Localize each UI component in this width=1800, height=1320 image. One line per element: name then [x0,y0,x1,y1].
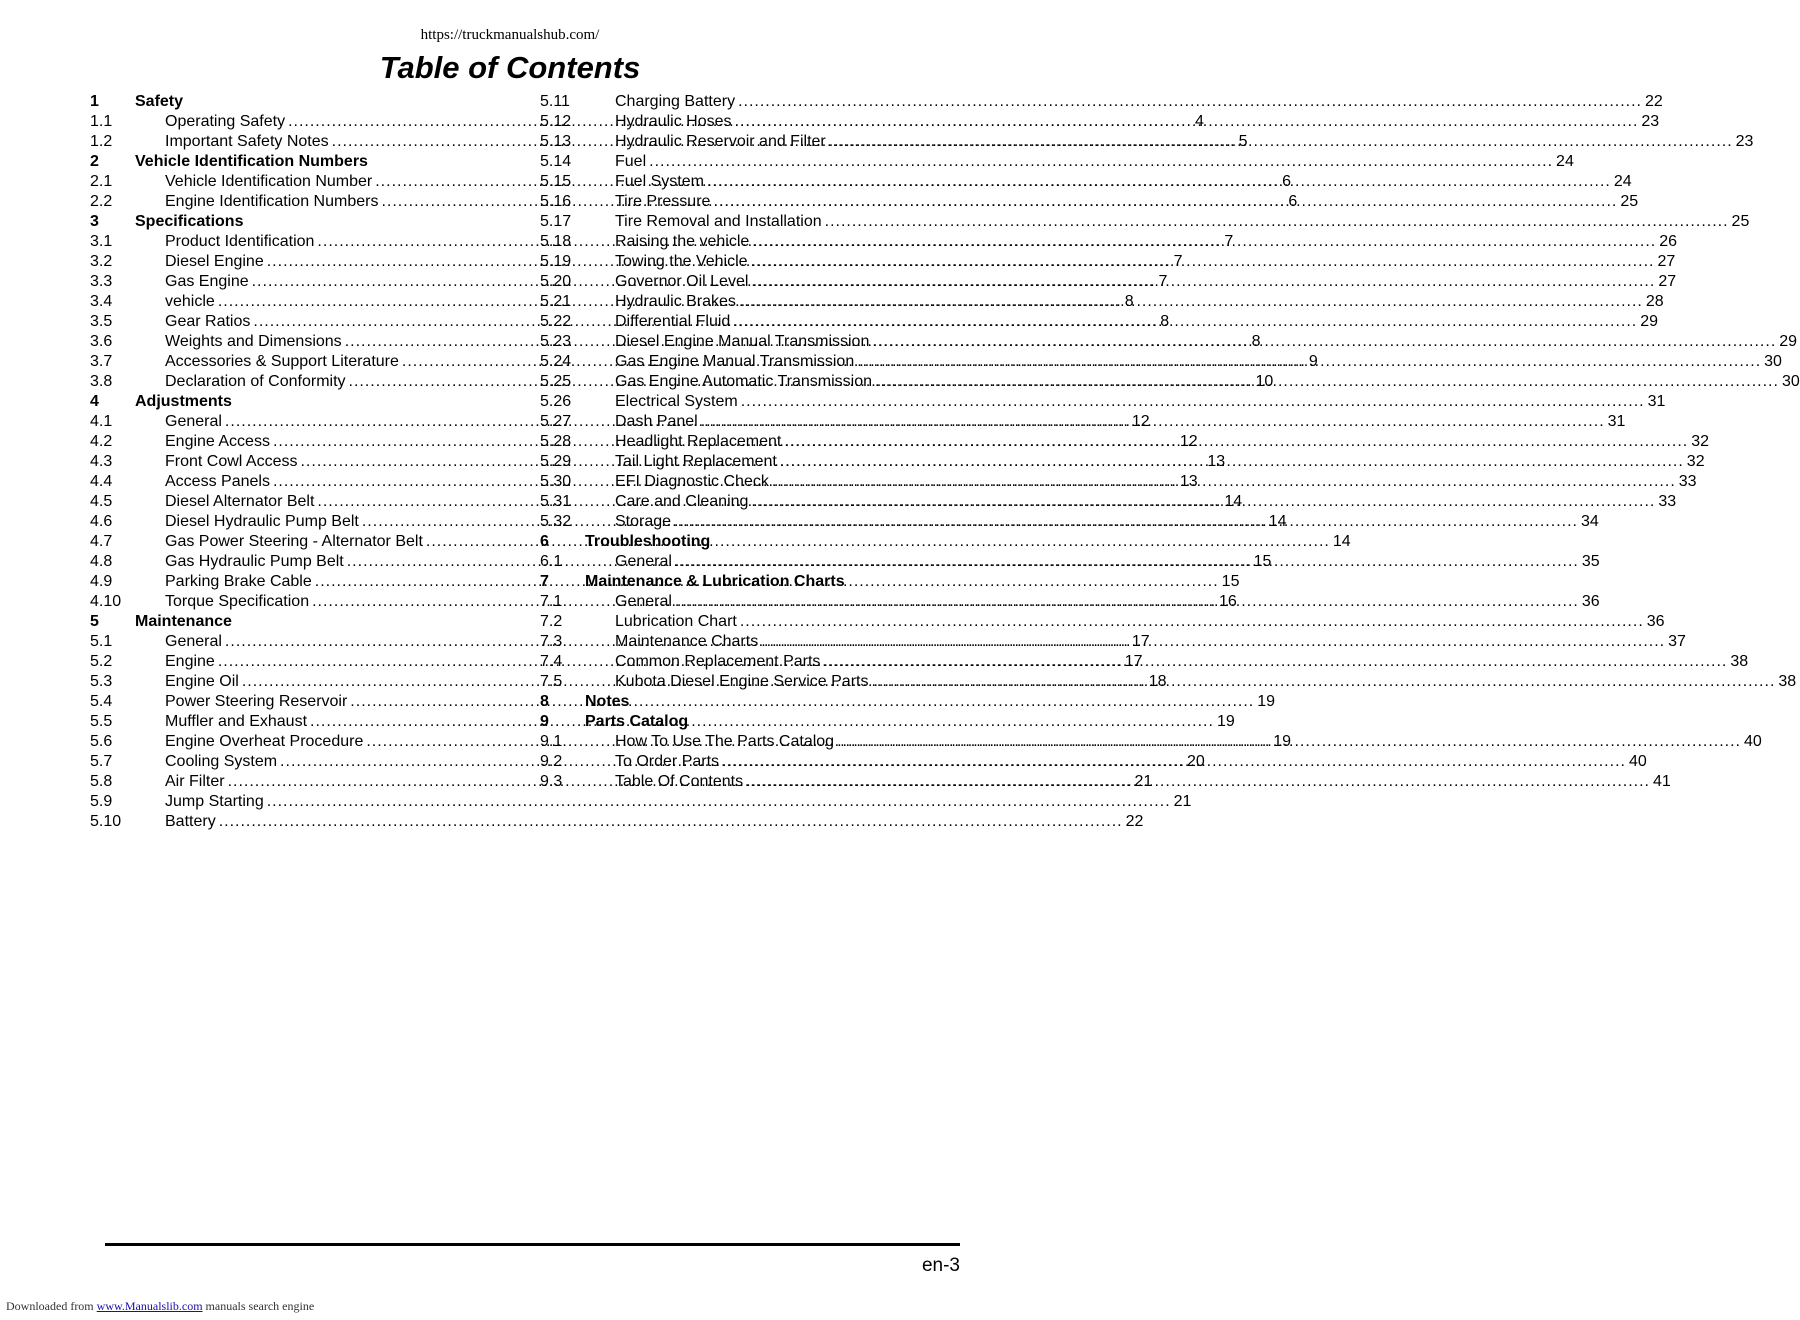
toc-entry-number: 4.4 [90,473,113,490]
toc-entry-number: 5.15 [540,173,572,190]
toc-entry-page: 28 [1645,293,1664,310]
toc-entry-page: 29 [1779,333,1798,350]
toc-dot-leader [823,652,1727,672]
toc-entry-title: Governor Oil Level [615,273,749,290]
toc-entry-title: Tail Light Replacement [615,453,777,470]
toc-entry-page: 14 [1224,493,1243,510]
toc-entry-number: 5 [90,613,99,630]
toc-entry-title: Diesel Engine [165,253,264,270]
toc-entry-number: 7.3 [540,633,563,650]
toc-entry-number: 5.14 [540,153,572,170]
toc-entry-number: 3.3 [90,273,113,290]
toc-entry-number: 6 [540,533,549,550]
toc-entry-number: 9.2 [540,753,563,770]
toc-entry-page: 41 [1653,773,1671,790]
toc-entry[interactable] [540,312,1659,332]
toc-entry-title: Gas Hydraulic Pump Belt [165,553,344,570]
toc-entry-title: Parking Brake Cable [165,573,312,590]
toc-entry-title: To Order Parts [615,753,720,770]
toc-section-heading[interactable] [540,692,945,712]
toc-dot-leader [701,412,1605,432]
toc-entry-title: Torque Specification [165,593,310,610]
toc-entry-page: 21 [1134,773,1153,790]
toc-dot-leader [675,552,1579,572]
toc-entry-title: Gear Ratios [165,313,251,330]
toc-entry-page: 19 [1273,733,1292,750]
toc-entry-number: 5.13 [540,133,572,150]
toc-dot-leader [733,312,1637,332]
toc-entry-title: Gas Engine Automatic Transmission [615,373,873,390]
toc-dot-leader [741,392,1645,412]
toc-entry[interactable] [540,392,1666,412]
toc-entry-page: 33 [1658,493,1677,510]
toc-entry-number: 4.8 [90,553,113,570]
toc-entry-title: Access Panels [165,473,270,490]
toc-entry-number: 5.12 [540,113,572,130]
toc-section-heading[interactable] [90,152,495,172]
toc-entry-page: 4 [1195,113,1204,130]
toc-entry-page: 25 [1731,213,1750,230]
toc-dot-leader [872,332,1776,352]
toc-entry-page: 34 [1580,513,1599,530]
toc-entry-page: 8 [1124,293,1134,310]
toc-entry-page: 8 [1160,313,1170,330]
toc-dot-leader [752,232,1656,252]
toc-entry-number: 4.1 [90,413,113,430]
toc-entry-page: 27 [1658,273,1677,290]
toc-entry[interactable] [540,252,1676,272]
toc-entry-page: 40 [1628,753,1647,770]
toc-entry-number: 7 [540,573,549,590]
toc-entry-number: 5.9 [90,793,113,810]
toc-entry-page: 24 [1556,153,1574,170]
toc-entry-title: General [615,593,672,610]
toc-entry-title: Differential Fluid [615,313,731,330]
toc-entry-page: 10 [1255,373,1274,390]
manualslib-link[interactable]: www.Manualslib.com [96,1299,203,1313]
toc-entry-title: Engine Overheat Procedure [165,733,364,750]
toc-entry-number: 5.10 [90,813,122,830]
toc-entry-number: 5.8 [90,773,113,790]
toc-entry[interactable] [540,152,1574,172]
toc-entry-page: 23 [1735,133,1754,150]
toc-entry[interactable] [540,612,1665,632]
toc-entry-page: 20 [1186,753,1205,770]
toc-entry-title: Engine [165,653,215,670]
toc-entry-number: 5.7 [90,753,113,770]
toc-section-heading[interactable] [90,612,495,632]
toc-entry-page: 21 [1173,793,1192,810]
toc-entry-page: 7 [1158,273,1168,290]
toc-entry-page: 35 [1581,553,1600,570]
toc-entry-page: 36 [1581,593,1600,610]
toc-entry-title: Vehicle Identification Numbers [135,153,368,170]
toc-entry-title: Hydraulic Hoses [615,113,732,130]
toc-entry-title: Towing the Vehicle [615,253,748,270]
toc-dot-leader [738,92,1642,112]
toc-entry-number: 5.20 [540,273,572,290]
toc-entry-title: Jump Starting [165,793,264,810]
toc-entry-page: 38 [1730,653,1749,670]
toc-entry-page: 6 [1282,173,1292,190]
toc-dot-leader [675,592,1579,612]
toc-entry-title: Common Replacement Parts [615,653,821,670]
toc-entry-title: Troubleshooting [585,533,711,550]
toc-entry-page: 30 [1764,353,1782,370]
toc-entry-number: 1 [90,93,99,110]
toc-entry-page: 17 [1131,633,1150,650]
toc-entry-number: 4.9 [90,573,113,590]
toc-entry-title: Dash Panel [615,413,698,430]
toc-entry-title: Hydraulic Brakes [615,293,736,310]
toc-entry-page: 22 [1644,93,1663,110]
toc-entry-page: 37 [1668,633,1686,650]
toc-section-heading[interactable] [540,572,945,592]
toc-entry-title: Engine Oil [165,673,239,690]
toc-entry-title: Table Of Contents [615,773,744,790]
toc-entry-number: 4.3 [90,453,113,470]
toc-entry[interactable] [540,132,1754,152]
toc-dot-leader [829,132,1733,152]
toc-entry-title: Storage [615,513,672,530]
toc-entry-number: 5.31 [540,493,572,510]
toc-entry-number: 3.5 [90,313,113,330]
toc-entry-number: 5.16 [540,193,572,210]
toc-entry-title: Fuel System [615,173,704,190]
toc-entry-number: 4.7 [90,533,113,550]
toc-entry-number: 5.11 [540,93,570,110]
toc-entry-number: 4.2 [90,433,113,450]
toc-entry-number: 9.1 [540,733,563,750]
toc-entry-title: Fuel [615,153,647,170]
toc-dot-leader [740,612,1644,632]
footer-prefix: Downloaded from [6,1299,94,1313]
footer-suffix: manuals search engine [205,1299,315,1313]
toc-entry-title: Battery [165,813,216,830]
toc-entry-title: Muffler and Exhaust [165,713,308,730]
toc-entry-number: 4 [90,393,99,410]
toc-entry-title: Adjustments [135,393,232,410]
toc-entry-number: 7.5 [540,673,563,690]
toc-entry-number: 9 [540,713,549,730]
toc-entry-title: Headlight Replacement [615,433,782,450]
toc-entry[interactable] [540,212,1750,232]
toc-entry-title: Diesel Engine Manual Transmission [615,333,870,350]
toc-entry-page: 25 [1620,193,1639,210]
toc-dot-leader [674,512,1578,532]
toc-section-heading[interactable] [540,532,945,552]
toc-entry-page: 31 [1647,393,1666,410]
toc-entry-page: 18 [1148,673,1167,690]
toc-dot-leader [707,172,1611,192]
toc-entry-number: 5.29 [540,453,572,470]
toc-dot-leader [784,432,1688,452]
toc-entry-title: vehicle [165,293,215,310]
footer-rule [105,1243,960,1246]
toc-entry-number: 1.1 [90,113,113,130]
toc-entry-title: EFI Diagnostic Check [615,473,769,490]
toc-entry-number: 3.6 [90,333,113,350]
toc-entry-number: 4.5 [90,493,113,510]
toc-entry-page: 9 [1308,353,1318,370]
source-url: https://truckmanualshub.com/ [420,27,600,43]
toc-entry-number: 7.1 [540,593,563,610]
toc-entry[interactable] [540,172,1632,192]
toc-entry-page: 22 [1125,813,1144,830]
download-footer [6,1299,314,1314]
toc-section-heading[interactable] [540,712,945,732]
toc-entry[interactable] [540,292,1664,312]
toc-entry-page: 40 [1744,733,1762,750]
toc-entry-page: 24 [1613,173,1632,190]
toc-entry-number: 8 [540,693,549,710]
toc-entry-number: 3.4 [90,293,113,310]
toc-entry-title: Diesel Hydraulic Pump Belt [165,513,359,530]
toc-entry-title: Vehicle Identification Number [165,173,373,190]
toc-dot-leader [857,352,1761,372]
toc-entry-title: Important Safety Notes [165,133,329,150]
toc-entry-title: Hydraulic Reservoir and Filter [615,133,826,150]
toc-entry-page: 29 [1640,313,1659,330]
toc-entry-title: Safety [135,93,184,110]
toc-entry-number: 3.1 [90,233,113,250]
toc-dot-leader [219,812,1123,832]
toc-entry-page: 12 [1131,413,1150,430]
toc-dot-leader [649,152,1553,172]
toc-entry-title: How To Use The Parts Catalog [615,733,835,750]
toc-entry-title: Tire Pressure [615,193,711,210]
toc-dot-leader [825,212,1729,232]
toc-entry-title: Weights and Dimensions [165,333,342,350]
toc-entry-title: Kubota Diesel Engine Service Parts [615,673,869,690]
toc-entry-number: 1.2 [90,133,113,150]
toc-entry-number: 7.2 [540,613,563,630]
toc-entry-title: General [165,413,222,430]
toc-entry-title: General [615,553,672,570]
toc-entry-number: 5.5 [90,713,113,730]
toc-entry-page: 26 [1659,233,1678,250]
toc-entry-title: Gas Engine Manual Transmission [615,353,855,370]
toc-entry-number: 5.2 [90,653,113,670]
toc-entry[interactable] [540,92,1663,112]
page-number: en-3 [921,1255,960,1276]
toc-entry-number: 3.2 [90,253,113,270]
toc-entry-number: 9.3 [540,773,563,790]
toc-dot-leader [761,632,1665,652]
toc-entry-page: 38 [1778,673,1797,690]
toc-entry-title: Tire Removal and Installation [615,213,822,230]
toc-entry-title: Raising the vehicle [615,233,750,250]
toc-entry-number: 5.17 [540,213,572,230]
toc-entry[interactable] [540,232,1678,252]
toc-entry[interactable] [90,792,1192,812]
toc-entry-page: 32 [1691,433,1710,450]
toc-entry-title: Electrical System [615,393,738,410]
toc-entry-page: 15 [1253,553,1272,570]
toc-entry-number: 5.25 [540,373,572,390]
toc-entry-title: Cooling System [165,753,278,770]
toc-entry-page: 16 [1219,593,1237,610]
toc-entry-number: 4.6 [90,513,113,530]
toc-dot-leader [875,372,1779,392]
toc-entry-title: Operating Safety [165,113,286,130]
toc-entry-title: Maintenance & Lubrication Charts [585,573,845,590]
toc-dot-leader [746,772,1650,792]
toc-section-heading[interactable] [90,212,495,232]
toc-entry-number: 5.28 [540,433,572,450]
toc-entry-number: 5.32 [540,513,572,530]
toc-entry-number: 5.30 [540,473,572,490]
toc-entry-number: 2 [90,153,99,170]
toc-entry-title: Product Identification [165,233,315,250]
toc-entry-number: 3.7 [90,353,113,370]
toc-entry-page: 7 [1224,233,1234,250]
toc-entry[interactable] [90,812,1144,832]
toc-entry-number: 5.24 [540,353,572,370]
toc-entry-title: Engine Access [165,433,270,450]
toc-entry-page: 7 [1173,253,1183,270]
toc-entry-number: 5.23 [540,333,572,350]
toc-entry[interactable] [540,272,1677,292]
toc-entry-title: Charging Battery [615,93,736,110]
toc-entry-title: Engine Identification Numbers [165,193,379,210]
toc-entry-number: 3.8 [90,373,113,390]
toc-dot-leader [871,672,1775,692]
toc-entry-page: 32 [1686,453,1705,470]
toc-entry-title: Notes [585,693,630,710]
toc-entry-number: 5.19 [540,253,572,270]
toc-entry-number: 5.6 [90,733,113,750]
page-title: Table of Contents [379,50,641,85]
toc-entry-number: 5.18 [540,233,572,250]
toc-dot-leader [772,472,1676,492]
toc-entry-page: 19 [1216,713,1235,730]
toc-entry-number: 4.10 [90,593,122,610]
toc-dot-leader [751,492,1655,512]
toc-entry-page: 31 [1607,413,1626,430]
toc-entry-number: 2.2 [90,193,113,210]
toc-entry-title: Air Filter [165,773,225,790]
toc-entry-title: Power Steering Reservoir [165,693,348,710]
toc-entry-page: 17 [1124,653,1143,670]
toc-entry-title: Gas Engine [165,273,249,290]
toc-entry-page: 6 [1288,193,1298,210]
toc-entry-title: Accessories & Support Literature [165,353,399,370]
toc-entry-page: 23 [1641,113,1660,130]
toc-entry-title: Care and Cleaning [615,493,749,510]
toc-entry[interactable] [540,332,1798,352]
toc-dot-leader [722,752,1626,772]
toc-dot-leader [734,112,1638,132]
toc-entry-number: 5.26 [540,393,572,410]
toc-dot-leader [739,292,1643,312]
toc-section-heading[interactable] [90,92,495,112]
toc-entry-page: 14 [1268,513,1287,530]
toc-entry-page: 30 [1781,373,1800,390]
toc-entry-page: 5 [1238,133,1248,150]
toc-entry-page: 14 [1332,533,1351,550]
toc-entry-page: 8 [1251,333,1261,350]
toc-entry-page: 13 [1179,473,1198,490]
toc-entry-title: Declaration of Conformity [165,373,346,390]
toc-entry-number: 5.3 [90,673,113,690]
toc-entry-number: 3 [90,213,99,230]
toc-entry-number: 6.1 [540,553,563,570]
toc-entry-page: 15 [1221,573,1240,590]
toc-entry-number: 5.22 [540,313,572,330]
toc-entry-page: 19 [1257,693,1276,710]
toc-dot-leader [751,272,1655,292]
toc-entry-number: 5.4 [90,693,113,710]
toc-entry-number: 7.4 [540,653,563,670]
toc-entry-title: Lubrication Chart [615,613,737,630]
toc-entry-title: Front Cowl Access [165,453,298,470]
toc-entry-title: Maintenance [135,613,232,630]
toc-dot-leader [713,192,1617,212]
toc-entry-title: Gas Power Steering - Alternator Belt [165,533,423,550]
toc-section-heading[interactable] [90,392,495,412]
toc-entry[interactable] [540,352,1782,372]
toc-entry-title: Diesel Alternator Belt [165,493,315,510]
toc-entry-number: 5.21 [540,293,572,310]
toc-entry[interactable] [540,112,1660,132]
toc-entry-number: 5.27 [540,413,572,430]
toc-entry-page: 27 [1657,253,1676,270]
toc-entry-title: General [165,633,222,650]
toc-dot-leader [837,732,1741,752]
toc-entry-page: 12 [1179,433,1198,450]
toc-dot-leader [751,252,1655,272]
toc-entry-title: Maintenance Charts [615,633,759,650]
toc-dot-leader [267,792,1171,812]
toc-entry-page: 36 [1646,613,1665,630]
toc-entry-title: Parts Catalog [585,713,689,730]
toc-entry-number: 5.1 [90,633,113,650]
toc-entry-title: Specifications [135,213,244,230]
toc-entry-page: 33 [1678,473,1697,490]
toc-dot-leader [780,452,1684,472]
toc-entry-page: 13 [1207,453,1226,470]
toc-entry-number: 2.1 [90,173,113,190]
toc-entry[interactable] [540,192,1639,212]
